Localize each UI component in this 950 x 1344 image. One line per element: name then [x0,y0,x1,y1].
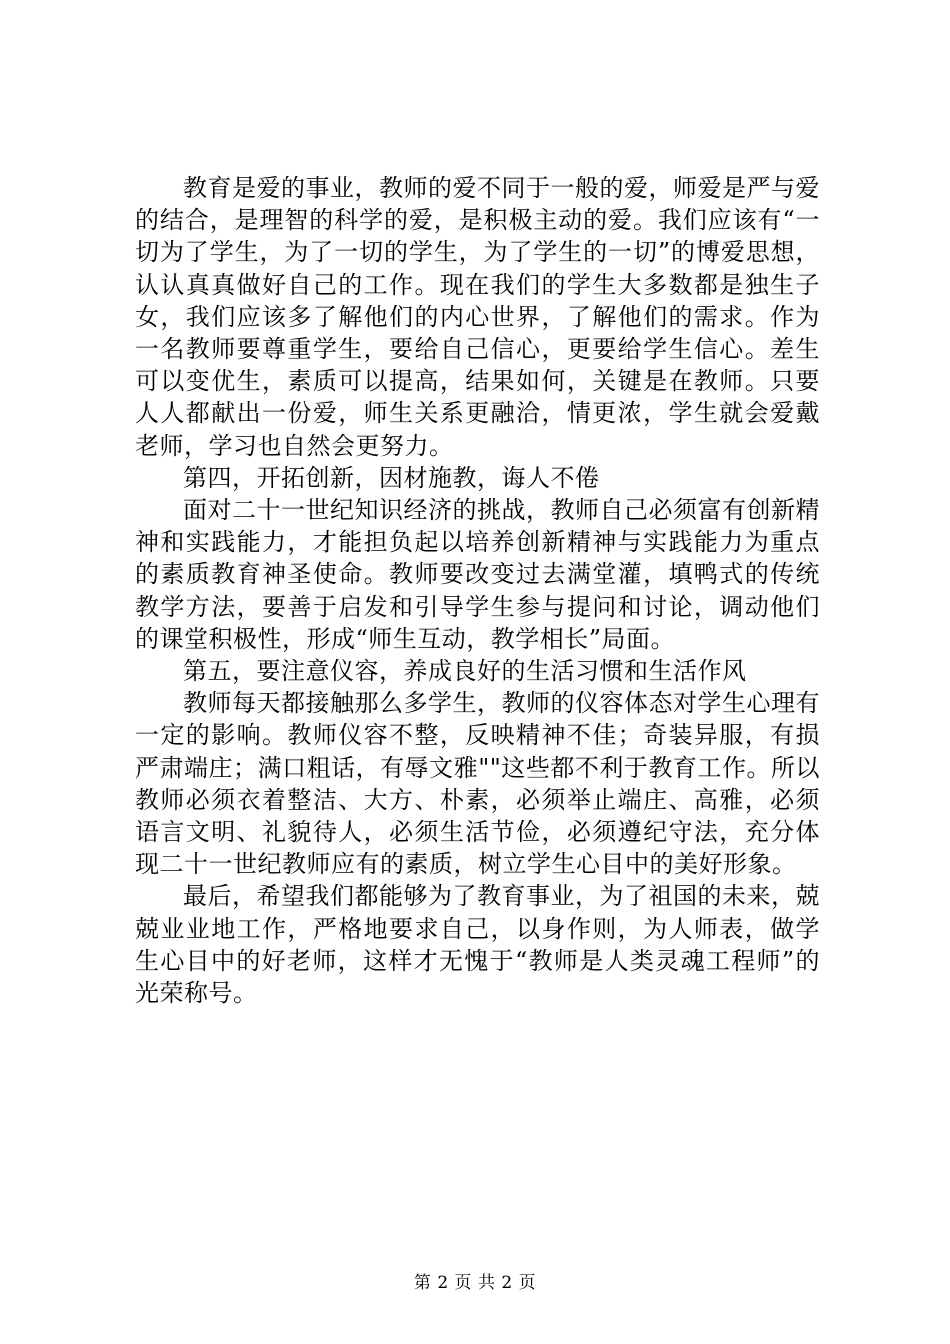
page-footer: 第 2 页 共 2 页 [413,1273,537,1293]
paragraph-love-of-education: 教育是爱的事业，教师的爱不同于一般的爱，师爱是严与爱的结合，是理智的科学的爱，是积极主动的爱。我们应该有“一切为了学生，为了一切的学生，为了学生的一切”的博爱思想，认认真真做好自己的工作。现在我们的学生大多数都是独生子女，我们应该多了解他们的内心世界，了解他们的需求。作为一名教师要尊重学生，要给自己信心，更要给学生信心。差生可以变优生，素质可以提高，结果如何，关键是在教师。只要人人都献出一份爱，师生关系更融洽，情更浓，学生就会爱戴老师，学习也自然会更努力。 [135,174,820,460]
paragraph-conclusion: 最后，希望我们都能够为了教育事业，为了祖国的未来，兢兢业业地工作，严格地要求自己，以身作则，为人师表，做学生心目中的好老师，这样才无愧于“教师是人类灵魂工程师”的光荣称号。 [135,882,820,1008]
paragraph-appearance: 教师每天都接触那么多学生，教师的仪容体态对学生心理有一定的影响。教师仪容不整，反映精神不佳；奇装异服，有损严肃端庄；满口粗话，有辱文雅""这些都不利于教育工作。所以教师必须衣着整洁、大方、朴素，必须举止端庄、高雅，必须语言文明、礼貌待人，必须生活节俭，必须遵纪守法，充分体现二十一世纪教师应有的素质，树立学生心目中的美好形象。 [135,689,820,879]
paragraph-innovation: 面对二十一世纪知识经济的挑战，教师自己必须富有创新精神和实践能力，才能担负起以培养创新精神与实践能力为重点的素质教育神圣使命。教师要改变过去满堂灌，填鸭式的传统教学方法，要善于启发和引导学生参与提问和讨论，调动他们的课堂积极性，形成“师生互动，教学相长”局面。 [135,496,820,653]
heading-fourth-point: 第四，开拓创新，因材施教，诲人不倦 [183,463,600,492]
heading-fifth-point: 第五，要注意仪容，养成良好的生活习惯和生活作风 [183,657,747,686]
body-text [135,172,820,1009]
